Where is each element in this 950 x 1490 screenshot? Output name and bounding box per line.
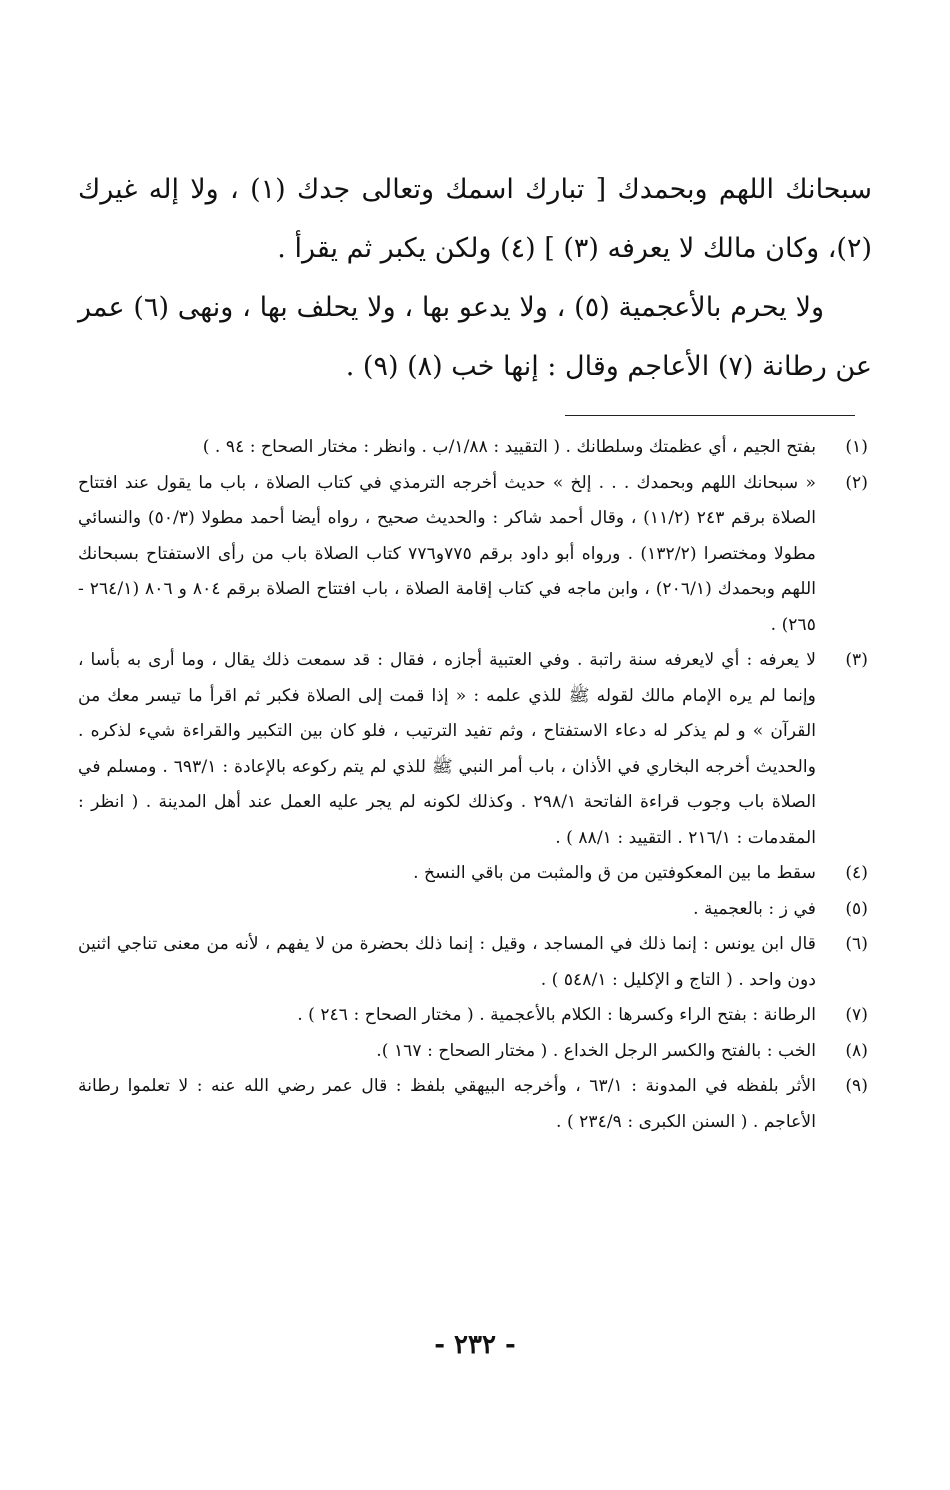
footnote <box>78 998 868 1034</box>
footnote <box>78 1069 868 1140</box>
footnote-number: (٥) <box>845 898 868 919</box>
footnote <box>78 927 868 998</box>
main-text <box>78 160 872 396</box>
footnote-text: سقط ما بين المعكوفتين من ق والمثبت من باقي النسخ . <box>413 863 816 883</box>
footnote-number: (٣) <box>845 650 868 670</box>
footnote-text: الخب : بالفتح والكسر الرجل الخداع . ( مختار الصحاح : ١٦٧ ). <box>376 1040 816 1061</box>
footnote-text: قال ابن يونس : إنما ذلك في المساجد ، وقيل : إنما ذلك بحضرة من لا يفهم ، لأنه من معنى تناجي اثنين دون واحد . ( التاج و الإكليل : ٥٤٨/١ ) . <box>78 934 816 990</box>
footnote <box>78 466 868 644</box>
footnote-number: (١) <box>845 437 868 457</box>
footnote-number: (٦) <box>845 934 868 954</box>
page-number: - ٢٣٢ - <box>434 1330 516 1360</box>
footnote-number: (٢) <box>845 472 868 493</box>
footnote-text: لا يعرفه : أي لايعرفه سنة راتبة . وفي العتبية أجازه ، فقال : قد سمعت ذلك يقال ، وما أرى به بأسا ، وإنما لم يره الإمام مالك لقوله ﷺ للذي علمه : « إذا قمت إلى الصلاة فكبر ثم اقرأ ما تيسر معك من القرآن » و لم يذكر له دعاء الاستفتاح ، وثم تفيد الترتيب ، فلو كان بين التكبير والقراءة شيء لذكره . والحديث أخرجه البخاري في الأذان ، باب أمر النبي ﷺ للذي لم يتم ركوعه بالإعادة : ٦٩٣/١ . ومسلم في الصلاة باب وجوب قراءة الفاتحة ٢٩٨/١ . وكذلك لكونه لم يجر عليه العمل عند أهل المدينة . ( انظر : المقدمات : ٢١٦/١ . التقييد : ٨٨/١ ) . <box>78 650 817 848</box>
main-paragraph: ولا يحرم بالأعجمية (٥) ، ولا يدعو بها ، ولا يحلف بها ، ونهى (٦) عمر عن رطانة (٧) الأعاجم وقال : إنها خب (٨) (٩) . <box>78 292 872 382</box>
footnote-number: (٤) <box>845 863 868 883</box>
footnote <box>78 643 868 856</box>
footnote-separator <box>565 415 855 416</box>
main-paragraph: سبحانك اللهم وبحمدك [ تبارك اسمك وتعالى جدك (١) ، ولا إله غيرك (٢)، وكان مالك لا يعرفه (٣) ] (٤) ولكن يكبر ثم يقرأ . <box>78 174 872 264</box>
footnote-text: الرطانة : بفتح الراء وكسرها : الكلام بالأعجمية . ( مختار الصحاح : ٢٤٦ ) . <box>297 1005 816 1025</box>
footnotes <box>78 430 868 1140</box>
footnote <box>78 430 868 466</box>
footnote-number: (٧) <box>845 1005 868 1025</box>
footnote-number: (٨) <box>845 1040 868 1061</box>
footnote <box>78 892 868 928</box>
footnote-number: (٩) <box>845 1076 868 1096</box>
footnote-text: في ز : بالعجمية . <box>693 898 816 919</box>
footnote <box>78 856 868 892</box>
footnote-text: بفتح الجيم ، أي عظمتك وسلطانك . ( التقييد : ١/٨٨/ب . وانظر : مختار الصحاح : ٩٤ . ) <box>202 437 816 457</box>
footnote-text: « سبحانك اللهم وبحمدك . . . إلخ » حديث أخرجه الترمذي في كتاب الصلاة ، باب ما يقول عند افتتاح الصلاة برقم ٢٤٣ (١١/٢) ، وقال أحمد شاكر : والحديث صحيح ، رواه أيضا أحمد مطولا (٥٠/٣) والنسائي مطولا ومختصرا (١٣٢/٢) . ورواه أبو داود برقم ٧٧٥و٧٧٦ كتاب الصلاة باب من رأى الاستفتاح بسبحانك اللهم وبحمدك (٢٠٦/١) ، وابن ماجه في كتاب إقامة الصلاة ، باب افتتاح الصلاة برقم ٨٠٤ و ٨٠٦ (٢٦٤/١ - ٢٦٥) . <box>78 472 817 635</box>
footnote <box>78 1034 868 1070</box>
footnote-text: الأثر بلفظه في المدونة : ٦٣/١ ، وأخرجه البيهقي بلفظ : قال عمر رضي الله عنه : لا تعلموا رطانة الأعاجم . ( السنن الكبرى : ٢٣٤/٩ ) . <box>78 1076 816 1132</box>
